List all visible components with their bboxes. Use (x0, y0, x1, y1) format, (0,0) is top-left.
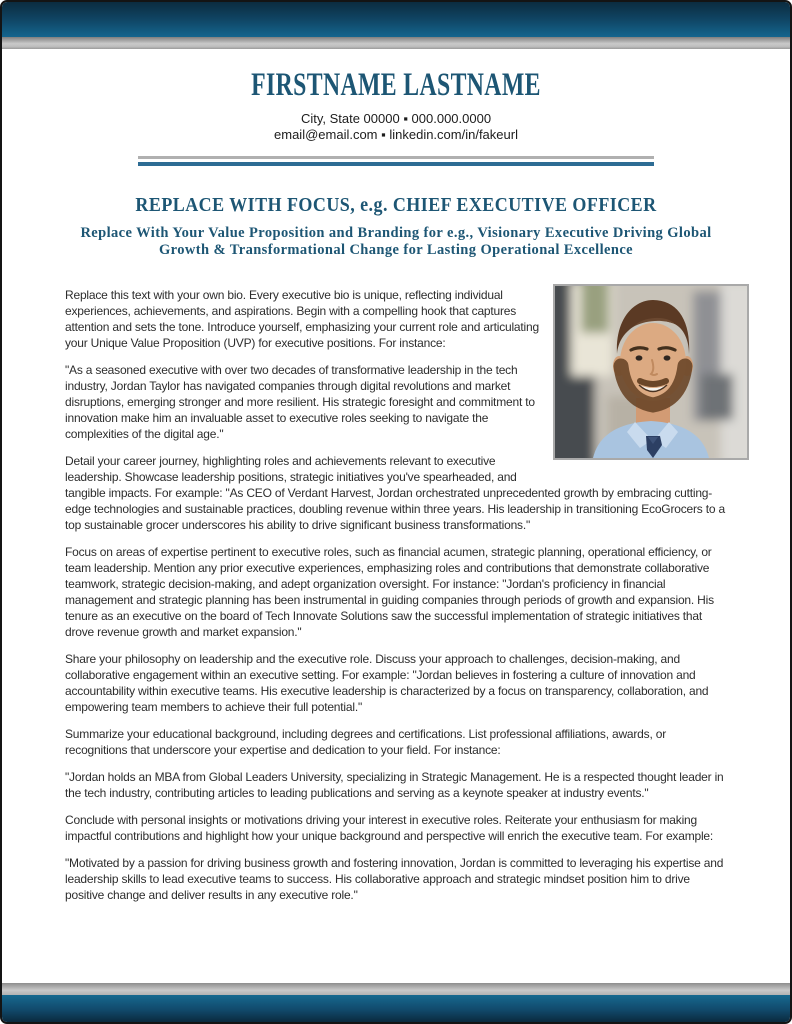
bio-paragraph: Share your philosophy on leadership and the executive role. Discuss your approach to challenges, decision-making, and collaborative engagement within an executive setting. For example: "Jordan believes in fostering a culture of innovation and accountability within executive teams. His executive leadership is characterized by a focus on transparency, collaboration, and empowering team members to achieve their full potential." (65, 651, 709, 714)
divider-blue-rule (138, 162, 654, 166)
contact-line-location-phone: City, State 00000 ▪ 000.000.0000 (300, 110, 492, 126)
bio-paragraph: Summarize your educational background, including degrees and certifications. List professional affiliations, awards, or recognitions that underscore your expertise and dedication to your field. For instance: (65, 726, 666, 757)
bio-section (65, 287, 725, 903)
top-banner-stripe (2, 37, 790, 49)
top-banner-band (2, 2, 790, 37)
contact-line-email-linkedin: email@email.com ▪ linkedin.com/in/fakeurl (274, 127, 518, 143)
bio-paragraph: "Jordan holds an MBA from Global Leaders University, specializing in Strategic Management. He is a respected thought leader in the tech industry, contributing articles to leading publications and serving as a keynote speaker at industry events." (65, 769, 724, 800)
bio-paragraph: "Motivated by a passion for driving business growth and fostering innovation, Jordan is committed to leveraging his expertise and leadership skills to lead executive teams to success. His collaborative approach and strategic mindset position him to drive positive change and deliver results in any executive role." (65, 855, 724, 902)
focus-section (2, 194, 790, 260)
bio-paragraph: Detail your career journey, highlighting roles and achievements relevant to executive leadership. Showcase leadership positions, strategic initiatives you've spearheaded, and tangible impacts. For example: "As CEO of Verdant Harvest, Jordan orchestrated unprecedented growth by embracing cutting-edge technologies and sustainable practices, doubling revenue within three years. His leadership in transitioning EcoGrocers to a top sustainable grocer underscores his ability to drive significant business transformations." (65, 453, 725, 532)
bottom-banner-band (2, 995, 790, 1022)
headshot-photo (553, 284, 749, 460)
bottom-banner-stripe (2, 983, 790, 995)
focus-subtitle: Replace With Your Value Proposition and Branding for e.g., Visionary Executive Driving Global Growth & Transformational Change for Lasting Operational Excellence (80, 224, 712, 259)
bio-paragraph: Conclude with personal insights or motivations driving your interest in executive roles. Reiterate your enthusiasm for making impactful contributions and highlight how your unique background and perspective will enrich the executive team. For example: (65, 812, 714, 843)
divider-gray-rule (138, 156, 654, 159)
bio-paragraph: Focus on areas of expertise pertinent to executive roles, such as financial acumen, strategic planning, operational efficiency, or team leadership. Mention any prior executive experiences, emphasizing roles and contributions that demonstrate collaborative teamwork, strategic decision-making, and adept organization oversight. For instance: "Jordan's proficiency in financial management and strategic planning has been instrumental in guiding companies through periods of growth and expansion. His tenure as an executive on the board of Tech Innovate Solutions saw the successful implementation of strategic initiatives that drove revenue growth and market expansion." (65, 544, 714, 639)
header-divider (138, 156, 654, 166)
footer (2, 983, 790, 1022)
bio-paragraph: Replace this text with your own bio. Every executive bio is unique, reflecting individual experiences, achievements, and aspirations. Begin with a compelling hook that captures attention and sets the tone. Introduce yourself, emphasizing your current role and articulating your Unique Value Proposition (UVP) for executive positions. For instance: (65, 287, 539, 350)
bio-paragraph: "As a seasoned executive with over two decades of transformative leadership in the tech industry, Jordan Taylor has navigated companies through digital revolutions and market disruptions, emerging stronger and more resilient. His strategic foresight and commitment to innovation make him an invaluable asset to executive roles seeking to navigate the complexities of the digital age." (65, 362, 535, 441)
headshot-illustration (555, 286, 747, 458)
header (2, 68, 790, 166)
focus-title: REPLACE WITH FOCUS, e.g. CHIEF EXECUTIVE OFFICER (135, 193, 657, 216)
person-name: FIRSTNAME LASTNAME (251, 67, 541, 103)
